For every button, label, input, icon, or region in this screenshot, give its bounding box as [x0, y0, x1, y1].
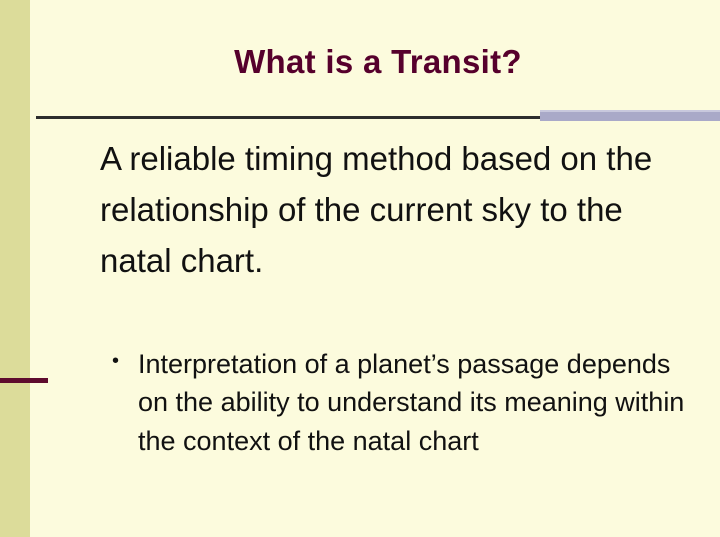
slide-body-text: A reliable timing method based on the relationship of the current sky to the natal chart.: [100, 140, 653, 280]
list-item: [112, 345, 702, 460]
list-item-label: Interpretation of a planet’s passage depends on the ability to understand its meaning within the context of the natal chart: [138, 349, 685, 456]
left-decorative-band: [0, 0, 30, 537]
left-accent-mark: [0, 378, 48, 383]
left-band-gap: [30, 0, 48, 537]
slide-title: What is a Transit?: [234, 43, 522, 80]
title-divider-accent: [540, 110, 720, 121]
bullet-list: [112, 345, 702, 460]
bullet-dot-icon: •: [112, 350, 120, 372]
